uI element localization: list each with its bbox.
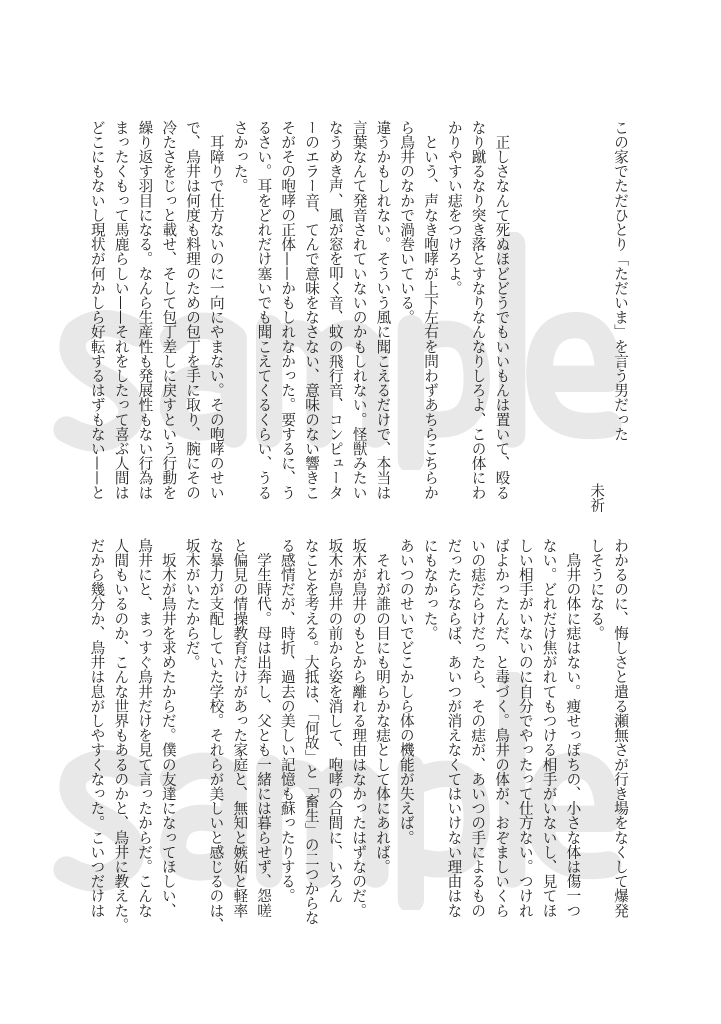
text-column: 坂木がいたからだ。 xyxy=(183,538,201,670)
text-column: だったらならば、あいつが消えなくてはいけない理由はな xyxy=(445,538,463,918)
bottom-text-block xyxy=(85,538,632,933)
text-column: 坂木が鳥井のもとから離れる理由はなかったはずなのだ。 xyxy=(350,538,368,918)
text-column: で、鳥井は何度も料理のための包丁を手に取り、腕にその xyxy=(184,120,202,500)
text-column: さかった。 xyxy=(231,120,249,193)
text-column: 学生時代。母は出奔し、父とも一緒には暮らせず、怨嗟 xyxy=(255,538,273,918)
text-column: 坂木が鳥井の前から姿を消して、咆哮の合間に、いろん xyxy=(326,538,344,903)
text-column: そがその咆哮の正体——かもしれなかった。要するに、う xyxy=(279,120,297,500)
text-column: にもなかった。 xyxy=(421,538,439,641)
text-column: な暴力が支配していた学校。それらが美しいと感じるのは、 xyxy=(207,538,225,933)
text-column: る感情だが、時折、過去の美しい記憶も蘇ったりする。 xyxy=(278,538,296,903)
text-column: ーのエラー音、てんで意味をなさない、意味のない響きこ xyxy=(303,120,321,500)
text-column: 耳障りで仕方ないのに一向にやまない。その咆哮のせい xyxy=(207,120,225,500)
text-column: あいつのせいでどこかしら体の機能が失えば。 xyxy=(397,538,415,845)
author-name: 未祈 xyxy=(588,483,606,513)
text-column: るさい。耳をどれだけ塞いでも聞こえてくるくらい、うる xyxy=(255,120,273,500)
text-column: ない。どれだけ焦がれてもつける相手がいないし、見てほ xyxy=(540,538,558,918)
text-column: と偏見の情操教育だけがあった家庭と、無知と嫉妬と軽率 xyxy=(231,538,249,918)
text-column: ら鳥井のなかで渦巻いている。 xyxy=(398,120,416,325)
text-column: わかるのに、悔しさと遣る瀬無さが行き場をなくして爆発 xyxy=(612,538,629,918)
text-column: 違うかもしれない。そういう風に聞こえるだけで、本当は xyxy=(374,120,392,500)
text-column: それが誰の目にも明らかな痣として体にあれば。 xyxy=(374,538,392,874)
text-column: 鳥井の体に痣はない。痩せっぽちの、小さな体は傷一つ xyxy=(564,538,582,918)
text-column: 冷たさをじっと載せ、そして包丁差しに戻すという行動を xyxy=(160,120,178,500)
text-column: なり蹴るなり突き落とすなりなんなりしろよ、この体にわ xyxy=(469,120,487,500)
spacer xyxy=(513,120,584,515)
text-column: なうめき声、風が窓を叩く音、蚊の飛行音、コンピュータ xyxy=(326,120,344,500)
text-column: 人間もいるのか、こんな世界もあるのかと、鳥井に教えた。 xyxy=(112,538,130,933)
text-column: だから幾分か、鳥井は息がしやすくなった。こいつだけは xyxy=(88,538,106,918)
text-column: 正しさなんて死ぬほどどうでもいいもんは置いて、殴る xyxy=(493,120,511,500)
text-column: 言葉なんて発音されていないのかもしれない。怪獣みたい xyxy=(350,120,368,500)
text-column: しそうになる。 xyxy=(588,538,606,641)
text-column: いの痣だらけだったら、その痣が、あいつの手によるもの xyxy=(469,538,487,918)
text-column: どこにもないし現状が何かしら好転するはずもない——と xyxy=(88,120,106,500)
story-title: この家でただひとり「ただいま」を言う男だった xyxy=(612,120,629,442)
text-column: 鳥井にと、まっすぐ鳥井だけを見て言ったからだ。こんな xyxy=(136,538,154,918)
text-column: という、声なき咆哮が上下左右を問わずあちらこちらか xyxy=(422,120,440,500)
text-column: まったくもって馬鹿らしい——それをしたって喜ぶ人間は xyxy=(112,120,130,500)
top-text-block xyxy=(85,120,632,515)
text-column: なことを考える。大抵は、「何故」と「畜生」の二つからな xyxy=(302,538,320,925)
text-column: しい相手がいないのに自分でやったって仕方ない。つけれ xyxy=(516,538,534,918)
text-column: 坂木が鳥井を求めたからだ。僕の友達になってほしい、 xyxy=(159,538,177,918)
text-column: 繰り返す羽目になる。なんら生産性も発展性もない行為は xyxy=(136,120,154,500)
text-column: ばよかったんだ、と毒づく。鳥井の体が、おぞましいくら xyxy=(493,538,511,918)
text-column: かりやすい痣をつけろよ。 xyxy=(445,120,463,296)
